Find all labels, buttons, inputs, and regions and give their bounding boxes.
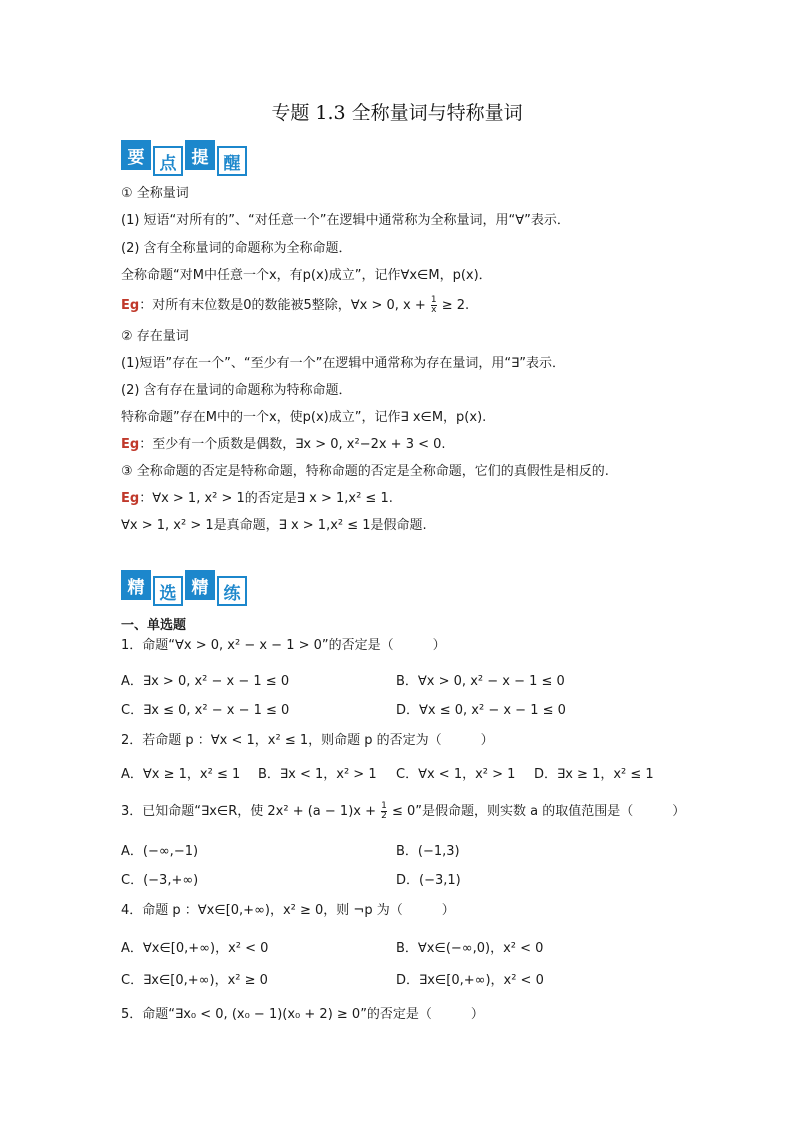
q3-option-a: A．(−∞,−1) [121, 844, 199, 859]
point-2-line-1: (1)短语”存在一个”、“至少有一个”在逻辑中通常称为存在量词，用“∃”表示． [121, 356, 566, 371]
q4-option-c: C．∃x∈[0,+∞)，x² ≥ 0 [121, 973, 268, 988]
q3-option-d: D．(−3,1) [396, 873, 461, 888]
point-1-heading: ① 全称量词 [121, 186, 189, 201]
q3-option-b: B．(−1,3) [396, 844, 460, 859]
q4-option-a: A．∀x∈[0,+∞)，x² < 0 [121, 941, 269, 956]
key-points-badge [121, 140, 247, 176]
q2-option-d: D．∃x ≥ 1，x² ≤ 1 [534, 767, 654, 782]
q4-option-b: B．∀x∈(−∞,0)，x² < 0 [396, 941, 544, 956]
q1-option-a: A．∃x > 0, x² − x − 1 ≤ 0 [121, 674, 290, 689]
fraction-numerator: 1 [381, 801, 387, 811]
q3-stem-part-b: ≤ 0”是假命题，则实数 a 的取值范围是（ ） [387, 804, 686, 819]
eg-text: ：对所有末位数是0的数能被5整除，∀x > 0, x + [139, 298, 430, 313]
question-5-stem: 5．命题“∃x₀ < 0, (x₀ − 1)(x₀ + 2) ≥ 0”的否定是（ ） [121, 1007, 484, 1022]
point-3-line-2: ∀x > 1, x² > 1是真命题，∃ x > 1,x² ≤ 1是假命题. [121, 518, 427, 533]
eg-text: ：∀x > 1, x² > 1的否定是∃ x > 1,x² ≤ 1. [139, 491, 393, 506]
point-2-line-2: (2) 含有存在量词的命题称为特称命题． [121, 383, 352, 398]
badge-char: 醒 [217, 146, 247, 176]
point-3-example [121, 490, 393, 508]
q2-option-a: A．∀x ≥ 1，x² ≤ 1 [121, 767, 241, 782]
point-2-line-3: 特称命题”存在M中的一个x，使p(x)成立”，记作∃ x∈M，p(x). [121, 410, 487, 425]
page-title: 专题 1.3 全称量词与特称量词 [271, 102, 523, 124]
section-heading: 一、单选题 [121, 618, 187, 633]
point-1-line-1: (1) 短语“对所有的”、“对任意一个”在逻辑中通常称为全称量词，用“∀”表示． [121, 213, 570, 228]
q3-stem-part-a: 3．已知命题“∃x∈R，使 2x² + (a − 1)x + [121, 804, 381, 819]
fraction-denominator: x [431, 305, 437, 315]
question-2-stem: 2．若命题 p ：∀x < 1，x² ≤ 1，则命题 p 的否定为（ ） [121, 733, 494, 748]
fraction-numerator: 1 [430, 295, 437, 305]
eg-tail: ≥ 2. [437, 298, 470, 313]
point-1-line-2: (2) 含有全称量词的命题称为全称命题． [121, 241, 352, 256]
badge-char: 精 [121, 570, 151, 600]
fraction-denominator: 2 [381, 811, 387, 821]
q1-option-b: B．∀x > 0, x² − x − 1 ≤ 0 [396, 674, 565, 689]
point-2-example [121, 436, 446, 454]
q4-option-d: D．∃x∈[0,+∞)，x² < 0 [396, 973, 544, 988]
question-1-stem: 1．命题“∀x > 0, x² − x − 1 > 0”的否定是（ ） [121, 638, 446, 653]
q3-option-c: C．(−3,+∞) [121, 873, 199, 888]
question-4-stem: 4．命题 p ：∀x∈[0,+∞)，x² ≥ 0，则 ¬p 为（ ） [121, 903, 455, 918]
q2-option-b: B．∃x < 1，x² > 1 [258, 767, 377, 782]
badge-char: 选 [153, 576, 183, 606]
badge-char: 点 [153, 146, 183, 176]
badge-char: 练 [217, 576, 247, 606]
eg-tag: Eg [121, 491, 140, 506]
badge-char: 精 [185, 570, 215, 600]
eg-tag: Eg [121, 298, 140, 313]
fraction [431, 296, 437, 315]
fraction [381, 802, 387, 821]
point-2-heading: ② 存在量词 [121, 329, 189, 344]
practice-badge [121, 570, 247, 606]
point-3-line-1: ③ 全称命题的否定是特称命题，特称命题的否定是全称命题，它们的真假性是相反的. [121, 464, 609, 479]
point-1-line-3: 全称命题“对M中任意一个x，有p(x)成立”，记作∀x∈M，p(x)． [121, 268, 492, 283]
point-1-example [121, 296, 469, 315]
q1-option-d: D．∀x ≤ 0, x² − x − 1 ≤ 0 [396, 703, 566, 718]
eg-tag: Eg [121, 437, 140, 452]
badge-char: 要 [121, 140, 151, 170]
badge-char: 提 [185, 140, 215, 170]
question-3-stem [121, 802, 685, 821]
eg-text: ：至少有一个质数是偶数，∃x > 0, x²−2x + 3 < 0. [139, 437, 446, 452]
q1-option-c: C．∃x ≤ 0, x² − x − 1 ≤ 0 [121, 703, 290, 718]
q2-option-c: C．∀x < 1，x² > 1 [396, 767, 516, 782]
